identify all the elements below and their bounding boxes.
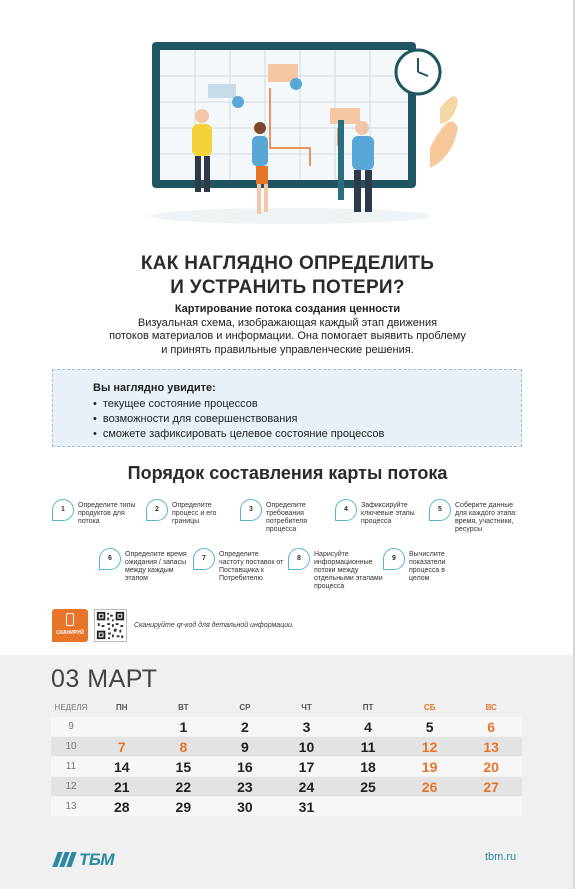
step-number: 9	[383, 548, 405, 570]
steps-title: Порядок составления карты потока	[127, 463, 448, 483]
day-cell	[399, 797, 461, 817]
scan-instruction: Сканируйте qr-код для детальной информации.	[134, 622, 294, 629]
day-cell: 9	[214, 737, 276, 757]
calendar-week-row	[51, 737, 522, 757]
logo-bars-icon	[52, 852, 74, 867]
day-cell-holiday: 27	[460, 777, 522, 797]
week-number: 9	[51, 717, 91, 737]
step-text: Определите процесс и его границы	[172, 502, 217, 525]
day-cell: 15	[153, 757, 215, 777]
day-cell: 16	[214, 757, 276, 777]
page-title	[0, 252, 575, 300]
calendar-week-row	[51, 757, 522, 777]
day-header: ЧТ	[301, 703, 312, 712]
day-cell: 1	[153, 717, 215, 737]
step-number: 2	[146, 499, 168, 521]
calendar-header-row	[51, 699, 522, 717]
step-number: 1	[52, 499, 74, 521]
step-number: 3	[240, 499, 262, 521]
day-cell: 24	[276, 777, 338, 797]
day-cell	[91, 717, 153, 737]
day-cell: 11	[337, 737, 399, 757]
step-number: 4	[335, 499, 357, 521]
day-cell: 31	[276, 797, 338, 817]
intro-line: и принять правильные управленческие решения.	[161, 343, 414, 356]
step-text: Вычислите показатели процесса в целом	[409, 551, 446, 582]
day-cell: 28	[91, 797, 153, 817]
day-cell: 30	[214, 797, 276, 817]
intro-line: потоков материалов и информации. Она помогает выявить проблему	[109, 330, 466, 343]
week-number: 13	[51, 797, 91, 817]
day-cell	[337, 797, 399, 817]
info-box-item: • текущее состояние процессов	[93, 397, 384, 412]
info-box-heading: Вы наглядно увидите:	[93, 382, 216, 394]
info-box	[52, 369, 522, 447]
calendar-week-row	[51, 797, 522, 817]
day-cell: 3	[276, 717, 338, 737]
day-header: СР	[239, 703, 251, 712]
kanban-board-illustration	[140, 28, 460, 228]
day-cell: 25	[337, 777, 399, 797]
day-header-weekend: ВС	[485, 703, 497, 712]
info-box-list	[93, 397, 384, 442]
step-number: 5	[429, 499, 451, 521]
scan-logo-label: СКАНИРУЙ	[56, 630, 84, 636]
brand-name: ТБМ	[79, 850, 115, 869]
day-cell-holiday: 8	[153, 737, 215, 757]
day-cell	[460, 797, 522, 817]
step-text: Соберите данные для каждого этапа: время, участники, ресурсы	[455, 502, 517, 533]
calendar-month: 03 МАРТ	[51, 665, 158, 693]
step-text: Нарисуйте информационные потоки между отдельными этапами процесса	[314, 551, 383, 590]
day-cell-holiday: 20	[460, 757, 522, 777]
calendar	[0, 655, 573, 889]
day-cell: 18	[337, 757, 399, 777]
day-cell: 23	[214, 777, 276, 797]
phone-icon	[66, 613, 74, 626]
day-cell-holiday: 6	[460, 717, 522, 737]
day-cell-holiday: 19	[399, 757, 461, 777]
calendar-week-row	[51, 717, 522, 737]
day-cell: 5	[399, 717, 461, 737]
day-cell-holiday: 12	[399, 737, 461, 757]
day-cell: 17	[276, 757, 338, 777]
intro-line: Визуальная схема, изображающая каждый этап движения	[137, 316, 438, 329]
day-header-weekend: СБ	[423, 703, 436, 712]
calendar-grid	[51, 699, 522, 816]
site-link[interactable]: tbm.ru	[485, 851, 517, 863]
day-cell-holiday: 13	[460, 737, 522, 757]
step-number: 6	[99, 548, 121, 570]
day-cell-holiday: 26	[399, 777, 461, 797]
step-text: Определите время ожидания / запасы между каждым этапом	[125, 551, 187, 582]
scan-logo	[52, 609, 88, 642]
day-header: ПТ	[362, 703, 374, 712]
day-cell: 22	[153, 777, 215, 797]
title-line-2: И УСТРАНИТЬ ПОТЕРИ?	[170, 277, 405, 298]
step-text: Зафиксируйте ключевые этапы процесса	[361, 502, 415, 525]
week-number: 10	[51, 737, 91, 757]
day-cell: 14	[91, 757, 153, 777]
intro-text	[60, 303, 515, 357]
info-box-item: • возможности для совершенствования	[93, 412, 384, 427]
step-text: Определите типы продуктов для потока	[78, 502, 136, 525]
day-cell: 4	[337, 717, 399, 737]
step-text: Определите требования потребителя процесса	[266, 502, 308, 533]
day-cell-holiday: 7	[91, 737, 153, 757]
day-cell: 21	[91, 777, 153, 797]
step-number: 7	[193, 548, 215, 570]
intro-heading: Картирование потока создания ценности	[174, 303, 401, 315]
week-header: НЕДЕЛЯ	[54, 703, 88, 712]
day-header: ПН	[116, 703, 128, 712]
info-box-item: • сможете зафиксировать целевое состояние процессов	[93, 427, 384, 442]
day-cell: 2	[214, 717, 276, 737]
day-header: ВТ	[178, 703, 189, 712]
week-number: 12	[51, 777, 91, 797]
day-cell: 10	[276, 737, 338, 757]
step-number: 8	[288, 548, 310, 570]
qr-code[interactable]	[94, 609, 127, 642]
step-text: Определите частоту поставок от Поставщика к Потребителю	[219, 551, 284, 582]
week-number: 11	[51, 757, 91, 777]
day-cell: 29	[153, 797, 215, 817]
calendar-week-row	[51, 777, 522, 797]
title-line-1: КАК НАГЛЯДНО ОПРЕДЕЛИТЬ	[140, 253, 435, 274]
